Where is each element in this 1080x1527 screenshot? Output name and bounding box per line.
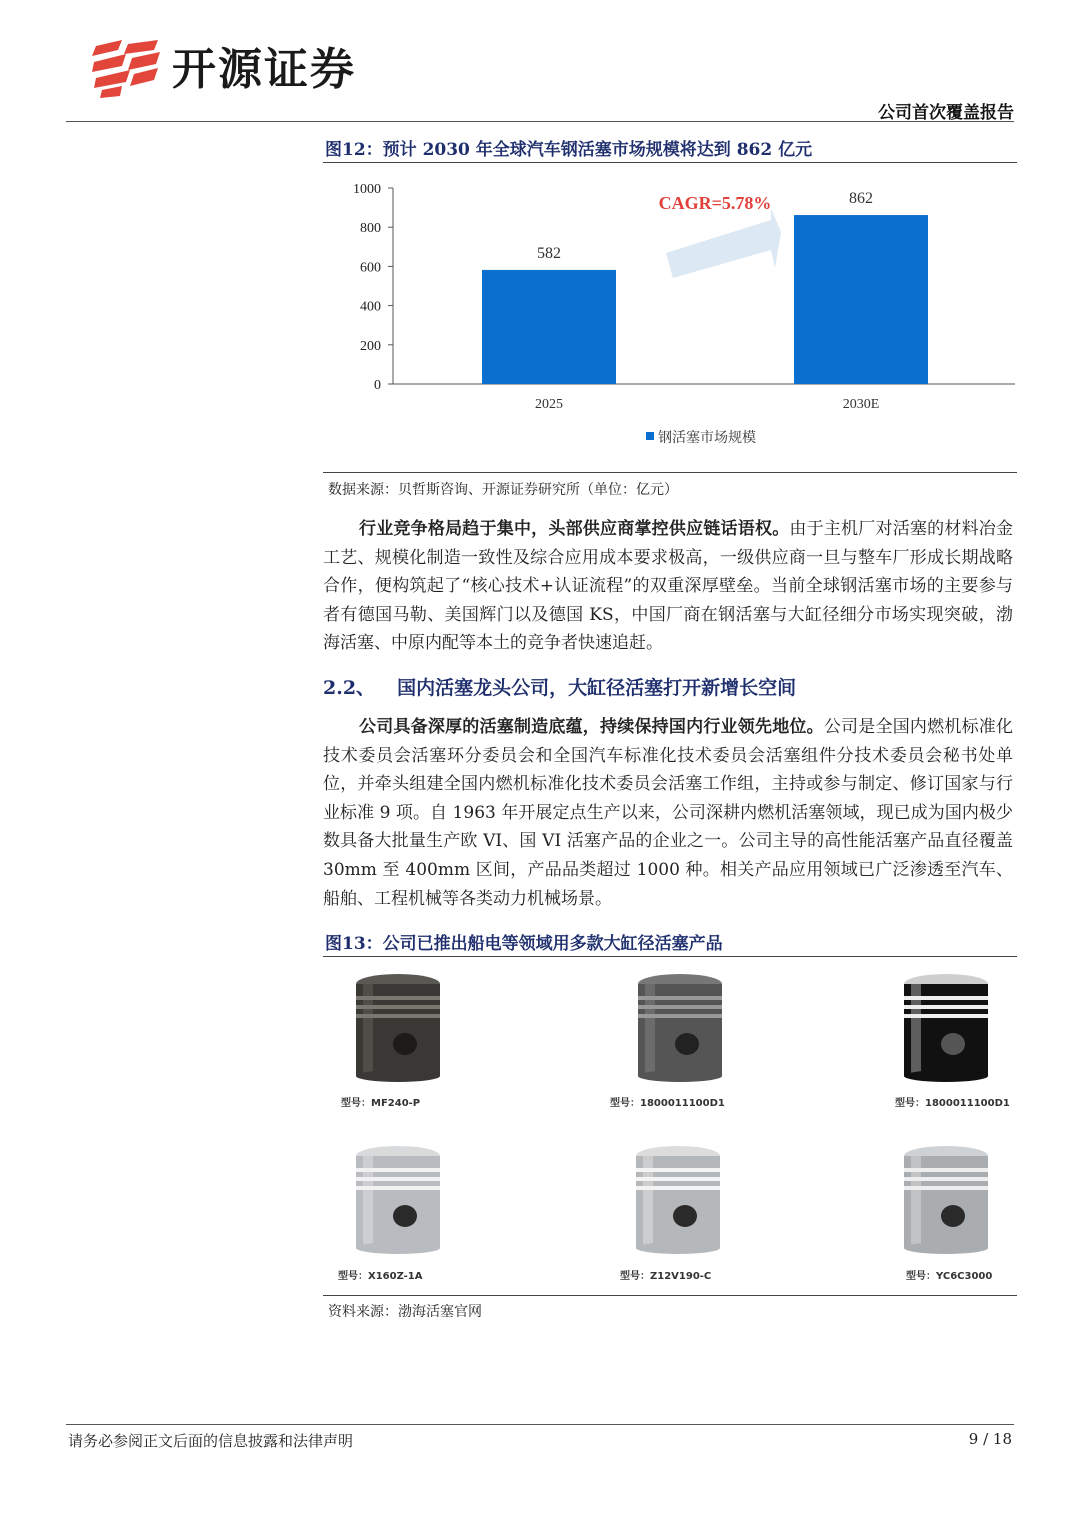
bar-chart [323, 170, 1017, 460]
piston-icon [323, 1142, 473, 1260]
x-tick-label: 2030E [842, 397, 880, 412]
y-tick-label: 600 [360, 260, 381, 276]
figure12-top-rule [323, 162, 1017, 163]
report-type: 公司首次覆盖报告 [878, 103, 1014, 123]
paragraph-lead: 公司具备深厚的活塞制造底蕴，持续保持国内行业领先地位。 [359, 717, 824, 737]
product-model-label: 型号：1800011100D1 [895, 1098, 1010, 1109]
figure12-source: 数据来源：贝哲斯咨询、开源证券研究所（单位：亿元） [328, 482, 678, 498]
product-image [603, 1142, 753, 1260]
page-number: 9 / 18 [968, 1430, 1012, 1448]
legend-label: 钢活塞市场规模 [658, 430, 756, 446]
footer-disclaimer: 请务必参阅正文后面的信息披露和法律声明 [68, 1432, 354, 1450]
product-model-label: 型号：X160Z-1A [338, 1271, 423, 1282]
y-tick-label: 200 [360, 338, 381, 354]
product-image [323, 970, 473, 1088]
figure13-title: 图13：公司已推出船电等领域用多款大缸径活塞产品 [325, 934, 723, 954]
product-model-label: 型号：Z12V190-C [620, 1271, 712, 1282]
figure12-chart [323, 170, 1017, 460]
figure12-bottom-rule [323, 472, 1017, 473]
brand-name: 开源证券 [172, 44, 356, 95]
y-tick-label: 800 [360, 221, 381, 237]
piston-icon [603, 1142, 753, 1260]
paragraph-text: 公司是全国内燃机标准化技术委员会活塞环分委员会和全国汽车标准化技术委员会活塞组件分技术委员会秘书处单位，并牵头组建全国内燃机标准化技术委员会活塞工作组，主持或参与制定、修订国家与行业标准 9 项。自 1963 年开展定点生产以来，公司深耕内燃机活塞领域，现已成为国内极少数具备大批量生产欧 VI、国 VI 活塞产品的企业之一。公司主导的高性能活塞产品直径覆盖 30mm 至 400mm 区间，产品品类超过 1000 种。相关产品应用领域已广泛渗透至汽车、船舶、工程机械等各类动力机械场景。 [323, 717, 1014, 909]
product-gallery [323, 962, 1017, 1292]
product-model-label: 型号：1800011100D1 [610, 1098, 725, 1109]
figure13-bottom-rule [323, 1295, 1017, 1296]
product-image [871, 1142, 1021, 1260]
piston-icon [871, 970, 1021, 1088]
data-label: 582 [537, 244, 561, 262]
data-label: 862 [849, 190, 873, 208]
figure13-source: 资料来源：渤海活塞官网 [328, 1304, 482, 1320]
product-model-label: 型号：YC6C3000 [906, 1271, 993, 1282]
figure13-top-rule [323, 956, 1017, 957]
paragraph-text: 由于主机厂对活塞的材料冶金工艺、规模化制造一致性及综合应用成本要求极高，一级供应商一旦与整车厂形成长期战略合作，便构筑起了“核心技术+认证流程”的双重深厚壁垒。当前全球钢活塞市场的主要参与者有德国马勒、美国辉门以及德国 KS，中国厂商在钢活塞与大缸径细分市场实现突破，渤海活塞、中原内配等本土的竞争者快速追赶。 [323, 519, 1014, 654]
figure12-title: 图12：预计 2030 年全球汽车钢活塞市场规模将达到 862 亿元 [325, 140, 813, 160]
product-model-label: 型号：MF240-P [341, 1098, 421, 1109]
paragraph-industry-competition [323, 515, 1013, 658]
header-divider [66, 121, 1014, 122]
section-number: 2.2、 [323, 677, 376, 699]
product-image [323, 1142, 473, 1260]
y-tick-label: 1000 [353, 182, 381, 197]
x-tick-label: 2025 [535, 397, 563, 412]
y-tick-label: 0 [374, 378, 381, 393]
brand-logo-icon [92, 40, 162, 98]
legend-swatch [646, 432, 654, 440]
product-image [605, 970, 755, 1088]
piston-icon [871, 1142, 1021, 1260]
growth-arrow-icon [666, 208, 781, 278]
piston-icon [605, 970, 755, 1088]
cagr-annotation: CAGR=5.78% [658, 193, 772, 213]
paragraph-company-overview [323, 713, 1013, 913]
bar-2030E [794, 215, 928, 384]
piston-icon [323, 970, 473, 1088]
bar-2025 [482, 270, 616, 384]
section-heading [323, 673, 796, 700]
paragraph-lead: 行业竞争格局趋于集中，头部供应商掌控供应链话语权。 [359, 519, 790, 539]
section-title: 国内活塞龙头公司，大缸径活塞打开新增长空间 [397, 677, 797, 699]
product-image [871, 970, 1021, 1088]
footer-divider [66, 1424, 1014, 1425]
y-tick-label: 400 [360, 299, 381, 315]
